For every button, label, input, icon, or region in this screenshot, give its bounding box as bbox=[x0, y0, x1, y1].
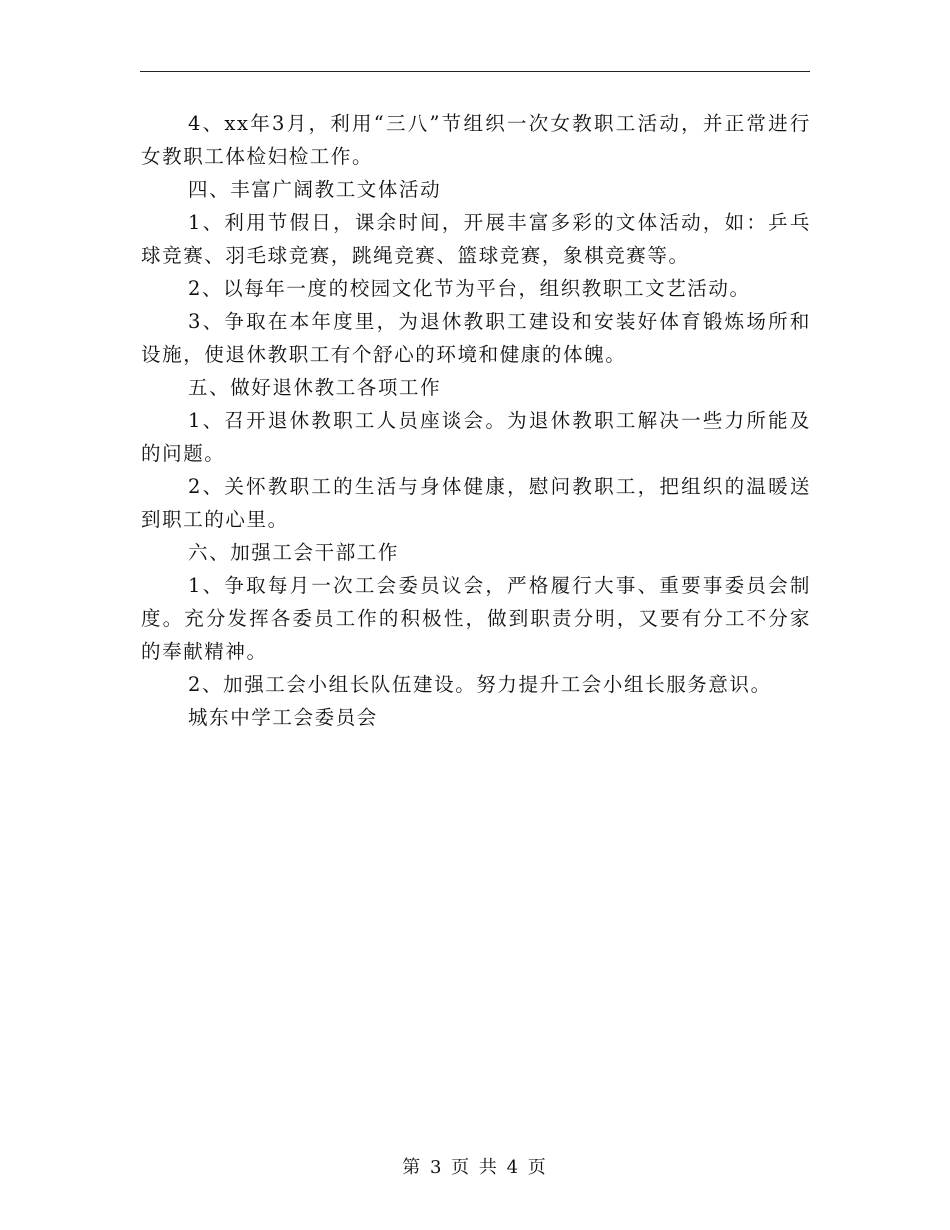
paragraph-staff-care: 2、关怀教职工的生活与身体健康，慰问教职工，把组织的温暖送到职工的心里。 bbox=[141, 475, 811, 531]
paragraph-holiday-activities: 1、利用节假日，课余时间，开展丰富多彩的文体活动，如：乒乓球竞赛、羽毛球竞赛，跳绳竞赛、篮球竞赛，象棋竞赛等。 bbox=[141, 211, 811, 267]
header-divider bbox=[140, 71, 810, 72]
paragraph-culture-festival: 2、以每年一度的校园文化节为平台，组织教职工文艺活动。 bbox=[188, 277, 751, 300]
paragraph-retiree-facilities: 3、争取在本年度里，为退休教职工建设和安装好体育锻炼场所和设施，使退休教职工有个舒心的环境和健康的体魄。 bbox=[141, 310, 811, 366]
paragraph-retiree-forum: 1、召开退休教职工人员座谈会。为退休教职工解决一些力所能及的问题。 bbox=[141, 409, 811, 465]
paragraph-committee-meetings: 1、争取每月一次工会委员议会，严格履行大事、重要事委员会制度。充分发挥各委员工作的积极性，做到职责分明，又要有分工不分家的奉献精神。 bbox=[141, 574, 811, 663]
section-heading-cadre-work: 六、加强工会干部工作 bbox=[188, 541, 400, 564]
paragraph-women-staff-activity: 4、xx年3月，利用“三八”节组织一次女教职工活动，并正常进行女教职工体检妇检工作。 bbox=[141, 112, 811, 168]
paragraph-group-leaders: 2、加强工会小组长队伍建设。努力提升工会小组长服务意识。 bbox=[188, 673, 772, 696]
document-body bbox=[141, 107, 811, 734]
section-heading-retiree-work: 五、做好退休教工各项工作 bbox=[188, 376, 442, 399]
signature-committee: 城东中学工会委员会 bbox=[188, 706, 378, 729]
page-number-footer: 第 3 页 共 4 页 bbox=[402, 1157, 548, 1178]
section-heading-culture-sports: 四、丰富广阔教工文体活动 bbox=[188, 178, 442, 201]
